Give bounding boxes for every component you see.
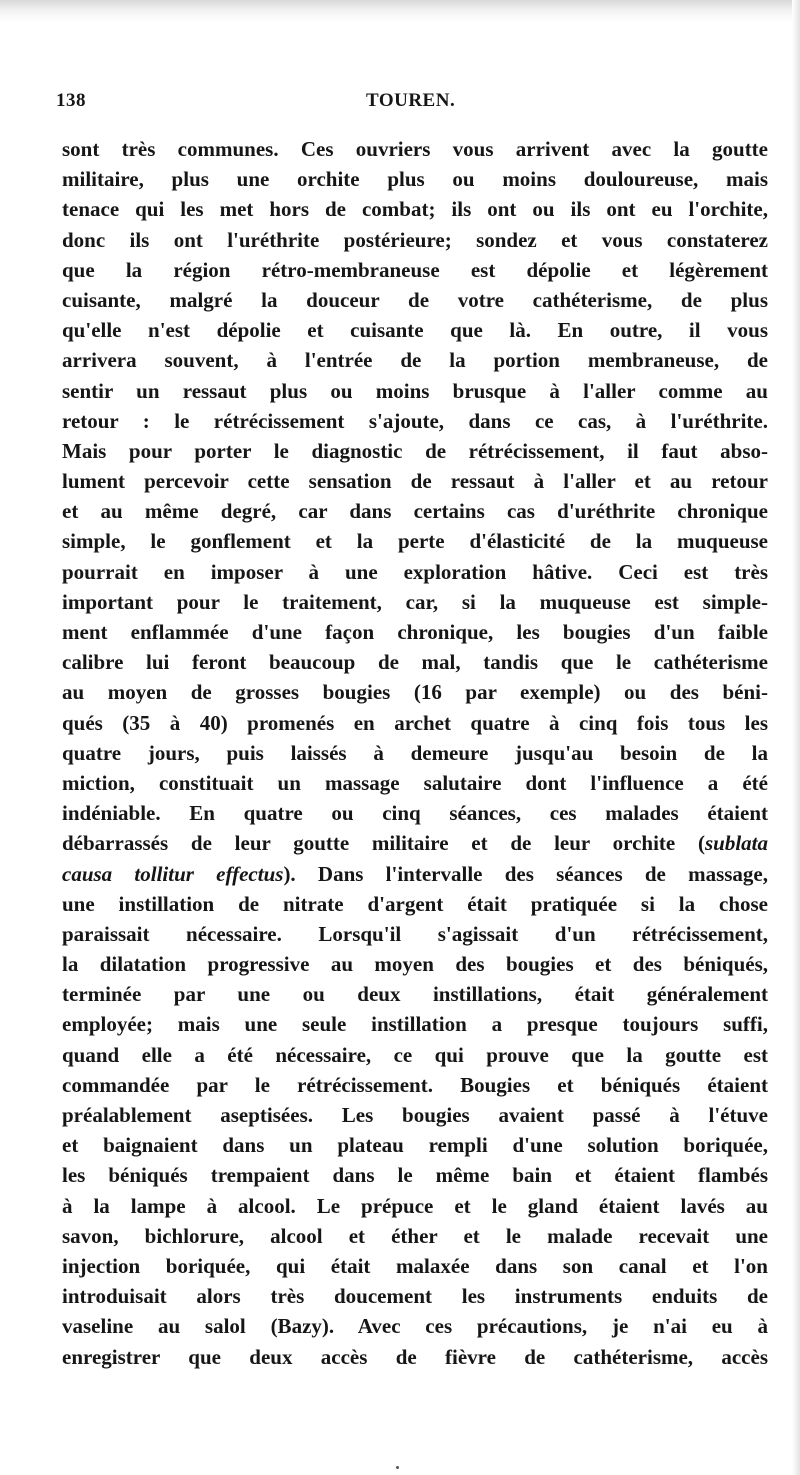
text-line: ment enflammée d'une façon chronique, les bougies d'un faible [62, 620, 768, 644]
text-line: lument percevoir cette sensation de ressaut à l'aller et au retour [62, 469, 768, 494]
text-line: et au même degré, car dans certains cas d'uréthrite chronique [62, 499, 768, 524]
text-line: les béniqués trempaient dans le même bain et étaient flambés [62, 1163, 768, 1188]
text-line: quatre jours, puis laissés à demeure jusqu'au besoin de la [62, 740, 768, 765]
text-line: pourrait en imposer à une exploration hâtive. Ceci est très [62, 559, 768, 584]
bottom-speck [396, 1466, 399, 1469]
text-line: que la région rétro-membraneuse est dépolie et légèrement [62, 257, 768, 282]
text-line: vaseline au salol (Bazy). Avec ces précautions, je n'ai eu à [62, 1314, 768, 1339]
text-line: qués (35 à 40) promenés en archet quatre à cinq fois tous les [62, 710, 768, 735]
page-right-shadow [792, 0, 800, 1475]
text-line: la dilatation progressive au moyen des bougies et des béniqués, [62, 952, 768, 977]
latin-phrase-italic: causa tollitur effectus [62, 861, 284, 886]
text-line: donc ils ont l'uréthrite postérieure; sondez et vous constaterez [62, 227, 768, 252]
page-number: 138 [56, 90, 86, 111]
text-line: important pour le traitement, car, si la muqueuse est simple- [62, 589, 768, 614]
text-line: sentir un ressaut plus ou moins brusque à l'aller comme au [62, 378, 768, 403]
text-line: calibre lui feront beaucoup de mal, tandis que le cathéterisme [62, 650, 768, 675]
text-line: enregistrer que deux accès de fièvre de cathéterisme, accès [62, 1344, 768, 1369]
text-line: cuisante, malgré la douceur de votre cathéterisme, de plus [62, 287, 768, 312]
text-line: terminée par une ou deux instillations, était généralement [62, 982, 768, 1007]
text-line: qu'elle n'est dépolie et cuisante que là. En outre, il vous [62, 318, 768, 343]
text-line: employée; mais une seule instillation a presque toujours suffi, [62, 1012, 768, 1037]
text-segment: ). Dans l'intervalle des séances de massage, [283, 861, 769, 886]
text-line: commandée par le rétrécissement. Bougies et béniqués étaient [62, 1072, 768, 1097]
text-line: tenace qui les met hors de combat; ils ont ou ils ont eu l'orchite, [62, 197, 768, 222]
running-title: TOUREN. [366, 90, 456, 111]
text-line: miction, constituait un massage salutaire dont l'influence a été [62, 770, 768, 795]
text-segment: débarrassés de leur goutte militaire et de leur orchite ( [62, 831, 705, 856]
text-line: préalablement aseptisées. Les bougies avaient passé à l'étuve [62, 1103, 768, 1127]
text-line: paraissait nécessaire. Lorsqu'il s'agissait d'un rétrécissement, [62, 921, 768, 946]
text-line: quand elle a été nécessaire, ce qui prouve que la goutte est [62, 1042, 768, 1067]
text-line: indéniable. En quatre ou cinq séances, ces malades étaient [62, 801, 768, 826]
text-line: Mais pour porter le diagnostic de rétrécissement, il faut abso- [62, 438, 768, 463]
body-text [62, 134, 768, 1372]
text-line: militaire, plus une orchite plus ou moins douloureuse, mais [62, 167, 768, 192]
text-line: simple, le gonflement et la perte d'élasticité de la muqueuse [62, 529, 768, 554]
text-line: au moyen de grosses bougies (16 par exemple) ou des béni- [62, 680, 768, 705]
text-line: et baignaient dans un plateau rempli d'une solution boriquée, [62, 1133, 768, 1158]
text-line: une instillation de nitrate d'argent était pratiquée si la chose [62, 891, 768, 916]
text-line-with-italic [62, 859, 768, 889]
text-line: introduisait alors très doucement les instruments enduits de [62, 1284, 768, 1309]
latin-phrase-italic: sublata [704, 831, 768, 856]
text-line: arrivera souvent, à l'entrée de la portion membraneuse, de [62, 348, 768, 373]
page-header [56, 90, 768, 118]
text-line: sont très communes. Ces ouvriers vous arrivent avec la goutte [62, 137, 768, 161]
text-line-with-italic [62, 828, 768, 858]
text-line: injection boriquée, qui était malaxée dans son canal et l'on [62, 1253, 768, 1278]
text-line: à la lampe à alcool. Le prépuce et le gland étaient lavés au [62, 1193, 768, 1218]
page-top-shadow [0, 0, 800, 22]
text-line: savon, bichlorure, alcool et éther et le malade recevait une [62, 1223, 768, 1248]
text-line: retour : le rétrécissement s'ajoute, dans ce cas, à l'uréthrite. [62, 408, 768, 433]
